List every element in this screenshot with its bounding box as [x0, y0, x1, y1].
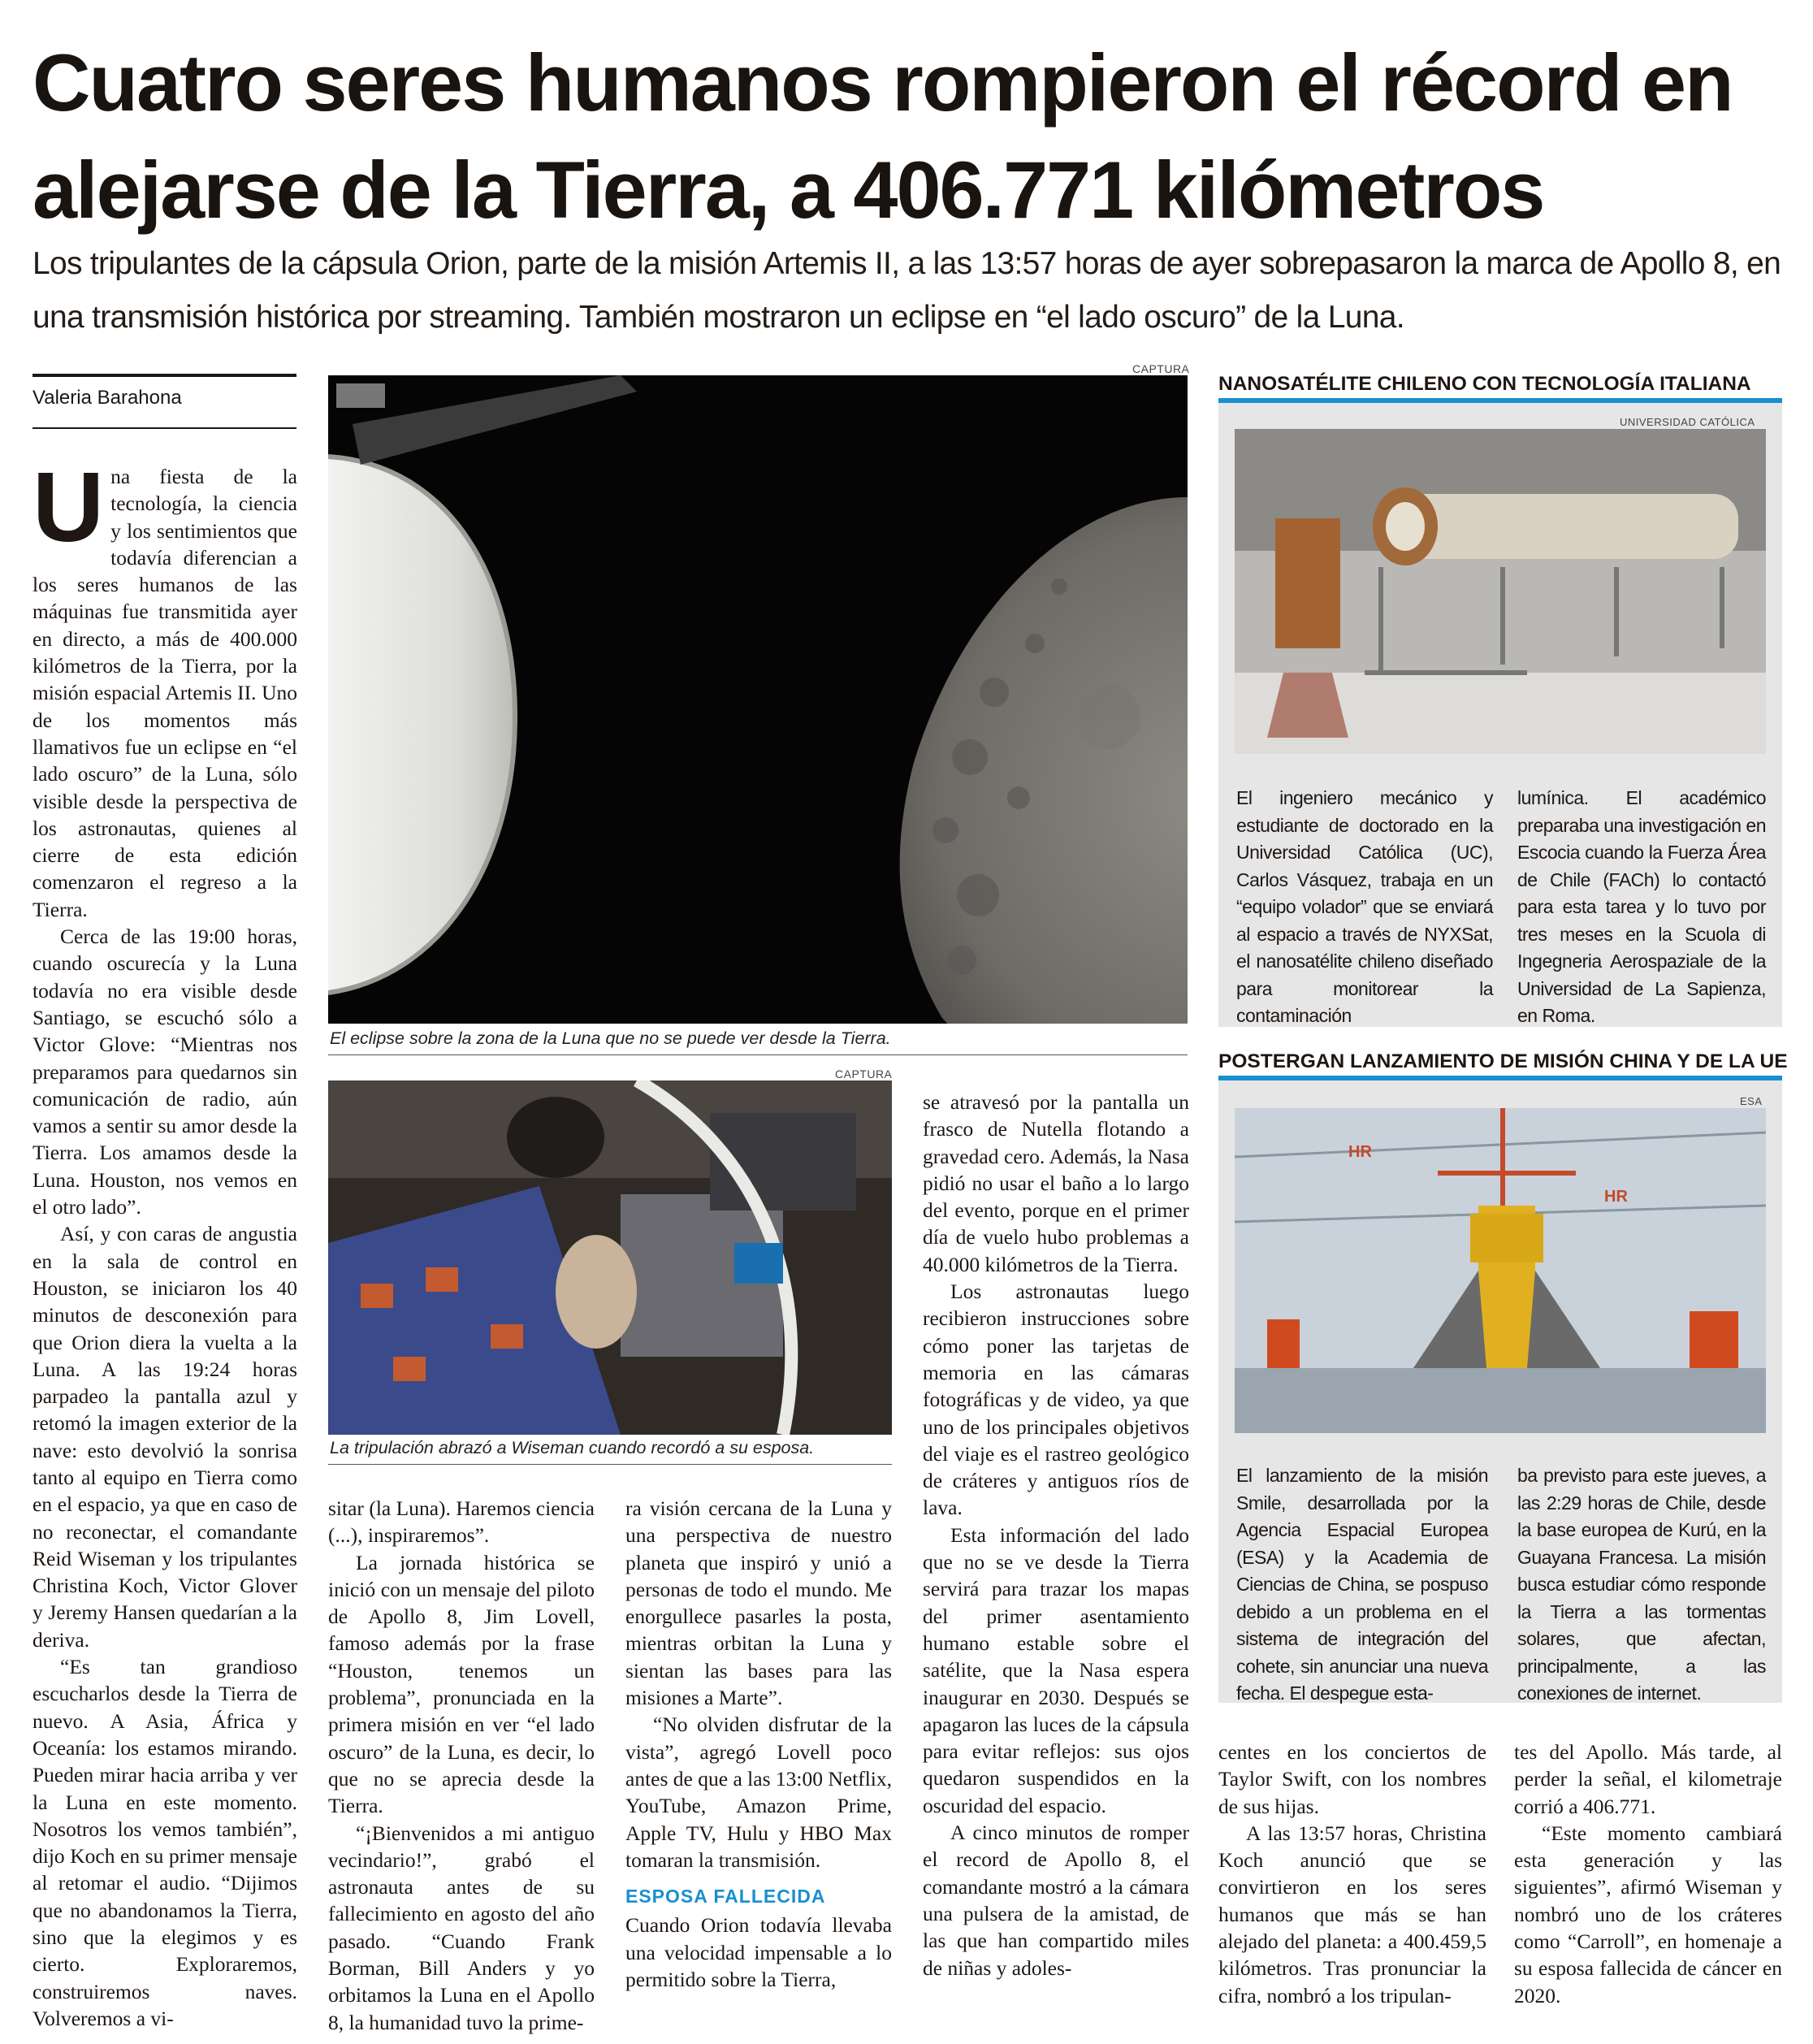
article-paragraph-13: “Este momento cambiará esta generación y las siguientes”, afirmó Wiseman y nombró uno de los cráteres como “Carroll”, en homenaje a su esposa fallecida de cáncer en 2020. [1514, 1821, 1782, 2007]
subheadline-line-1: Los tripulantes de la cápsula Orion, parte de la misión Artemis II, a las 13:57 horas de ayer sobrepasaron la marca de Apollo 8, en [32, 246, 1781, 281]
sidebar-2-title: POSTERGAN LANZAMIENTO DE MISIÓN CHINA Y DE LA UE [1218, 1050, 1788, 1072]
article-paragraph-3: Así, y con caras de angustia en la sala de control en Houston, se iniciaron los 40 minutos de desconexión para que Orion diera la vuelta a la Luna. A las 19:24 horas parpadeo la pantalla azul y retomó la imagen exterior de la nave: esto devolvió la sonrisa tanto al equipo en Tierra como en el espacio, ya que en caso de no reconectar, el comandante Reid Wiseman y los tripulantes Christina Koch, Victor Glover y Jeremy Hansen quedarían a la deriva. [32, 1222, 297, 1652]
article-paragraph-7: “No olviden disfrutar de la vista”, agregó Lovell poco antes de que a las 13:00 Netflix, YouTube, Amazon Prime, Apple TV, Hulu y HBO Max tomaran la transmisión. [625, 1713, 892, 1872]
article-paragraph-2: Cerca de las 19:00 horas, cuando oscurecía y la Luna todavía no era visible desde Santiago, se escuchó sólo a Victor Glove: “Mientras nos preparamos para quedarnos sin comunicación de radio, aún vamos a sentir su amor desde la Tierra. Los amamos desde la Luna. Houston, nos vemos en el otro lado”. [32, 925, 297, 1219]
photo-caption: El eclipse sobre la zona de la Luna que no se puede ver desde la Tierra. [330, 1028, 891, 1048]
sidebar-1-text-right: lumínica. El académico preparaba una investigación en Escocia cuando la Fuerza Área de Chile (FACh) lo contactó para esta tarea y lo tuvo por tres meses en la Scuola di Ingegneria Aerospaziale de la Universidad de La Sapienza, en Roma. [1517, 787, 1766, 1026]
article-paragraph-4-cont: sitar (la Luna). Haremos ciencia (...), inspiraremos”. [328, 1496, 595, 1548]
article-paragraph-6: “¡Bienvenidos a mi antiguo vecindario!”, grabó el astronauta antes de su fallecimiento en agosto del año pasado. “Cuando Frank Borman, Bill Anders y yo orbitamos la Luna en el Apollo 8, la humanidad tuvo la prime- [328, 1821, 595, 2034]
article-column-2 [328, 1495, 595, 2036]
article-paragraph-12: A las 13:57 horas, Christina Koch anunció que se convirtieron en los seres humanos que más se han alejado del planeta: a 400.459,5 kilómetros. Tras pronunciar la cifra, nombró a los tripulan- [1218, 1821, 1486, 2007]
subheadline [32, 237, 1795, 344]
sidebar-1-title: NANOSATÉLITE CHILENO CON TECNOLOGÍA ITALIANA [1218, 373, 1751, 395]
photo-credit-2: CAPTURA [835, 1067, 893, 1080]
hr-label-2: HR [1604, 1188, 1628, 1206]
article-paragraph-8-cont: se atravesó por la pantalla un frasco de Nutella flotando a gravedad cero. Además, la Nasa pidió no usar el baño a lo largo del evento, porque en el primer día de vuelo hubo problemas a 40.000 kilómetros de la Tierra. [923, 1090, 1189, 1276]
article-paragraph-10: Esta información del lado que no se ve desde la Tierra servirá para trazar los mapas del primer asentamiento humano estable sobre el satélite, que la Nasa espera inaugurar en 2030. Después se apagaron las luces de la cápsula para evitar reflejos: sus ojos quedaron suspendidos en la oscuridad del espacio. [923, 1522, 1189, 1817]
smile-mission-photo [1235, 1108, 1766, 1433]
article-paragraph-9: Los astronautas luego recibieron instrucciones sobre cómo poner las tarjetas de memoria en las cámaras fotográficas y de video, ya que uno de los principales objetivos del viaje es el rastreo geológico de cráteres y antiguos ríos de lava. [923, 1280, 1189, 1520]
article-paragraph-6-cont: ra visión cercana de la Luna y una perspectiva de nuestro planeta que inspiró y unió a personas de todo el mundo. Me enorgullece pasarles la posta, mientras orbitan la Luna y sientan las bases para las misiones a Marte”. [625, 1496, 892, 1710]
sidebar-2-credit: ESA [1740, 1095, 1763, 1107]
byline-top-rule [32, 374, 296, 377]
article-paragraph-5: La jornada histórica se inició con un mensaje del piloto de Apollo 8, Jim Lovell, famoso además por la frase “Houston, tenemos un problema”, pronunciada en la primera misión en ver “el lado oscuro” de la Luna, es decir, lo que no se aprecia desde la Tierra. [328, 1550, 595, 1818]
caption-rule-2 [328, 1464, 892, 1465]
sidebar-1-text-left: El ingeniero mecánico y estudiante de doctorado en la Universidad Católica (UC), Carlos Vásquez, trabaja en un “equipo volador” que se enviará al espacio a través de NYXSat, el nanosatélite chileno diseñado para monitorear la contaminación [1236, 787, 1493, 1026]
nanosatellite-photo [1235, 429, 1766, 754]
byline: Valeria Barahona [32, 387, 182, 409]
article-column-6 [1514, 1739, 1782, 2009]
article-column-4 [923, 1089, 1189, 1981]
article-paragraph-4: “Es tan grandioso escucharlos desde la Tierra de nuevo. A Asia, África y Oceanía: los estamos mirando. Pueden mirar hacia arriba y ver la Luna en este momento. Nosotros los vemos también”, dijo Koch en su primer mensaje al retomar el audio. “Dijimos que no abandonamos la Tierra, sino que la elegimos y es cierto. Exploraremos, construiremos naves. Volveremos a vi- [32, 1655, 297, 2030]
headline-line-1: Cuatro seres humanos rompieron el récord en [32, 37, 1733, 128]
sidebar-1-credit: UNIVERSIDAD CATÓLICA [1620, 416, 1755, 428]
article-paragraph-12-cont: tes del Apollo. Más tarde, al perder la señal, el kilometraje corrió a 406.771. [1514, 1740, 1782, 1818]
article-paragraph-11-cont: centes en los conciertos de Taylor Swift, con los nombres de sus hijas. [1218, 1740, 1486, 1818]
article-paragraph-11: A cinco minutos de romper el record de Apollo 8, el comandante mostró a la cámara una pulsera de la amistad, de las que han compartido miles de niñas y adoles- [923, 1821, 1189, 1980]
subheadline-line-2: una transmisión histórica por streaming. También mostraron un eclipse en “el lado oscuro” de la Luna. [32, 300, 1404, 335]
drop-cap: U [32, 452, 105, 562]
crew-photo [328, 1080, 892, 1435]
sidebar-2-text-right: ba previsto para este jueves, a las 2:29 horas de Chile, desde la base europea de Kurú, en la Guayana Francesa. La misión busca estudiar cómo responde la Tierra a las tormentas solares, que afectan, principalmente, a las conexiones de internet. [1517, 1465, 1766, 1704]
article-column-3 [625, 1495, 892, 1993]
headline-line-2: alejarse de la Tierra, a 406.771 kilómetros [32, 145, 1544, 235]
article-column-1 [32, 452, 297, 2032]
caption-rule [328, 1054, 1188, 1055]
photo-caption-2: La tripulación abrazó a Wiseman cuando recordó a su esposa. [330, 1438, 815, 1457]
article-paragraph-1: Una fiesta de la tecnología, la ciencia y los sentimientos que todavía diferencian a los seres humanos de las máquinas fue transmitida ayer en directo, a más de 400.000 kilómetros de la Tierra, por la misión espacial Artemis II. Uno de los momentos más llamativos fue un eclipse en “el lado oscuro” de la Luna, sólo visible desde la perspectiva de los astronautas, quienes al cierre de esta edición comenzaron el regreso a la Tierra. [32, 452, 297, 921]
moon-eclipse-photo [328, 375, 1188, 1024]
article-paragraph-8: Cuando Orion todavía llevaba una velocidad impensable a lo permitido sobre la Tierra, [625, 1913, 892, 1992]
article-column-5 [1218, 1739, 1486, 2009]
byline-bottom-rule [32, 427, 296, 429]
photo-credit: CAPTURA [1132, 362, 1190, 375]
hr-label-1: HR [1348, 1143, 1372, 1161]
section-subtitle: ESPOSA FALLECIDA [625, 1886, 826, 1908]
headline [32, 29, 1779, 244]
sidebar-2-text-left: El lanzamiento de la misión Smile, desarrollada por la Agencia Espacial Europea (ESA) y la Academia de Ciencias de China, se pospuso debido a un problema en el sistema de integración del cohete, sin anunciar una nueva fecha. El despegue esta- [1236, 1465, 1488, 1704]
